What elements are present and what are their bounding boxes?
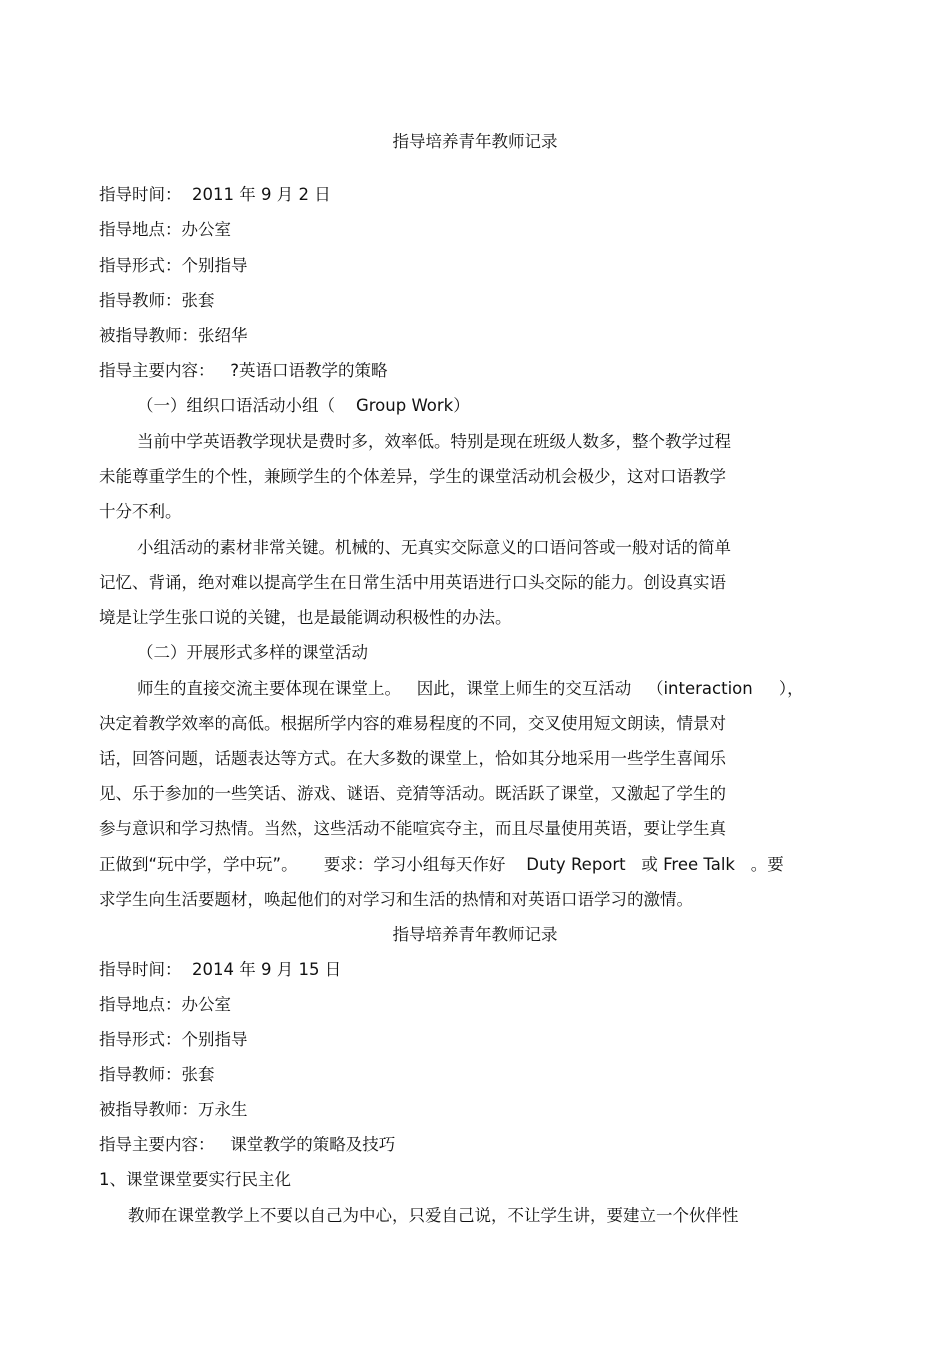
record1-para2-line: 境是让学生张口说的关键，也是最能调动积极性的办法。	[99, 608, 512, 627]
record1-para3-line: 正做到“玩中学，学中玩”。 要求：学习小组每天作好 Duty Report 或 Free Talk 。要	[99, 855, 784, 874]
record1-section1-heading: （一）组织口语活动小组（ Group Work）	[137, 396, 470, 415]
record1-para3-line: 师生的直接交流主要体现在课堂上。 因此，课堂上师生的交互活动 （interaction ），	[137, 679, 804, 698]
record1-mentee: 被指导教师：张绍华	[99, 326, 248, 345]
record2-para1-line: 教师在课堂教学上不要以自己为中心，只爱自己说，不让学生讲，要建立一个伙伴性	[128, 1206, 739, 1225]
record1-para3-line: 求学生向生活要题材，唤起他们的对学习和生活的热情和对英语口语学习的激情。	[99, 890, 693, 909]
record2-mentee: 被指导教师：万永生	[99, 1100, 248, 1119]
record1-para3-line: 见、乐于参加的一些笑话、游戏、谜语、竞猜等活动。既活跃了课堂，又激起了学生的	[99, 784, 726, 803]
record1-title: 指导培养青年教师记录	[392, 132, 558, 151]
record2-title: 指导培养青年教师记录	[392, 925, 558, 944]
record1-para1-line: 未能尊重学生的个性，兼顾学生的个体差异，学生的课堂活动机会极少，这对口语教学	[99, 467, 726, 486]
record1-content: 指导主要内容： ?英语口语教学的策略	[99, 361, 388, 380]
record2-teacher: 指导教师：张套	[99, 1065, 215, 1084]
record1-time: 指导时间： 2011 年 9 月 2 日	[99, 185, 331, 204]
record1-place: 指导地点：办公室	[99, 220, 231, 239]
record2-content: 指导主要内容： 课堂教学的策略及技巧	[99, 1135, 396, 1154]
record1-teacher: 指导教师：张套	[99, 291, 215, 310]
record1-para3-line: 话，回答问题，话题表达等方式。在大多数的课堂上，恰如其分地采用一些学生喜闻乐	[99, 749, 726, 768]
record2-time: 指导时间： 2014 年 9 月 15 日	[99, 960, 342, 979]
record1-para2-line: 小组活动的素材非常关键。机械的、无真实交际意义的口语问答或一般对话的简单	[137, 538, 731, 557]
record2-item1-heading: 1、课堂课堂要实行民主化	[99, 1170, 291, 1189]
record1-para3-line: 决定着教学效率的高低。根据所学内容的难易程度的不同，交叉使用短文朗读，情景对	[99, 714, 726, 733]
record1-para1-line: 当前中学英语教学现状是费时多，效率低。特别是现在班级人数多，整个教学过程	[137, 432, 731, 451]
record2-place: 指导地点：办公室	[99, 995, 231, 1014]
record1-section2-heading: （二）开展形式多样的课堂活动	[137, 643, 368, 662]
record1-form: 指导形式：个别指导	[99, 256, 248, 275]
record2-form: 指导形式：个别指导	[99, 1030, 248, 1049]
record1-para2-line: 记忆、背诵，绝对难以提高学生在日常生活中用英语进行口头交际的能力。创设真实语	[99, 573, 726, 592]
record1-para3-line: 参与意识和学习热情。当然，这些活动不能喧宾夺主，而且尽量使用英语，要让学生真	[99, 819, 726, 838]
record1-para1-line: 十分不利。	[99, 502, 182, 521]
